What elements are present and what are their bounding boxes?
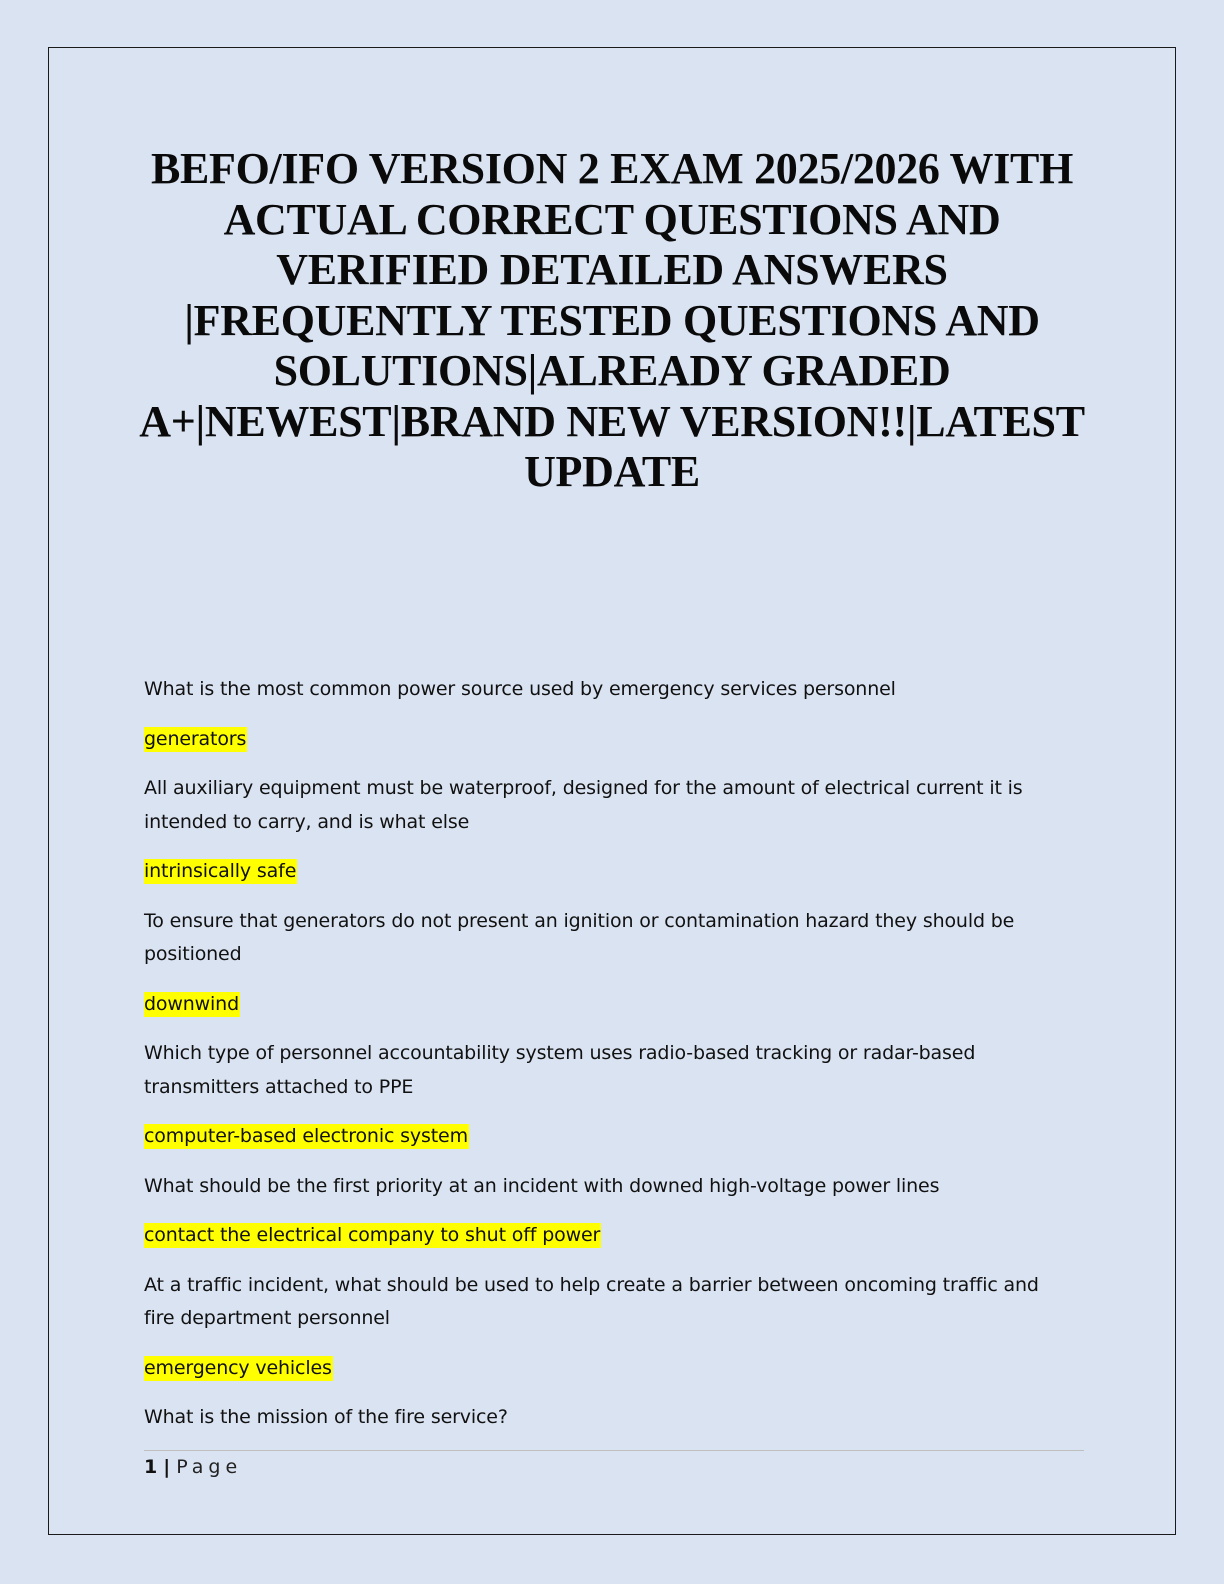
footer-divider [144,1450,1084,1451]
qa-list [144,673,1084,1451]
page-footer [144,1456,242,1478]
page-label: Page [176,1456,243,1478]
highlighted-answer: contact the electrical company to shut off power [144,1224,601,1246]
highlighted-answer: generators [144,727,247,750]
question-text [144,1170,1084,1204]
question-line: What is the mission of the fire service? [144,1406,508,1428]
title-line: A+|NEWEST|BRAND NEW VERSION!!|LATEST [139,396,1085,446]
question-line: At a traffic incident, what should be used to help create a barrier between oncoming traffic and [144,1273,1039,1296]
title-line: UPDATE [524,447,700,496]
page-number: 1 [144,1456,158,1478]
footer-separator: | [163,1456,171,1478]
question-line: Which type of personnel accountability system uses radio-based tracking or radar-based [144,1042,976,1064]
highlighted-answer: emergency vehicles [144,1356,332,1379]
title-line: BEFO/IFO VERSION 2 EXAM 2025/2026 WITH [150,144,1074,193]
answer-text [144,1120,1084,1154]
title-line: SOLUTIONS|ALREADY GRADED [273,346,951,395]
answer-text [144,1219,1084,1253]
question-text [144,1269,1084,1336]
highlighted-answer: intrinsically safe [144,860,297,882]
question-text [144,673,1084,707]
question-text [144,1401,1084,1435]
highlighted-answer: downwind [144,992,239,1015]
question-line: To ensure that generators do not present an ignition or contamination hazard they should be [144,909,1015,932]
question-line: transmitters attached to PPE [144,1075,414,1098]
title-line: |FREQUENTLY TESTED QUESTIONS AND [184,295,1040,345]
question-text [144,772,1084,839]
answer-text [144,723,1084,757]
question-line: All auxiliary equipment must be waterproof, designed for the amount of electrical current it is [144,777,1023,799]
title-line: ACTUAL CORRECT QUESTIONS AND [223,194,1001,244]
answer-text [144,855,1084,889]
document-title [130,144,1094,498]
question-line: fire department personnel [144,1307,390,1329]
title-line: VERIFIED DETAILED ANSWERS [276,245,948,294]
question-line: What is the most common power source used by emergency services personnel [144,678,896,700]
question-line: intended to carry, and is what else [144,810,470,833]
question-line: What should be the first priority at an incident with downed high-voltage power lines [144,1174,940,1197]
question-text [144,905,1084,972]
highlighted-answer: computer-based electronic system [144,1125,468,1147]
answer-text [144,1352,1084,1386]
answer-text [144,988,1084,1022]
question-line: positioned [144,943,242,965]
question-text [144,1037,1084,1104]
